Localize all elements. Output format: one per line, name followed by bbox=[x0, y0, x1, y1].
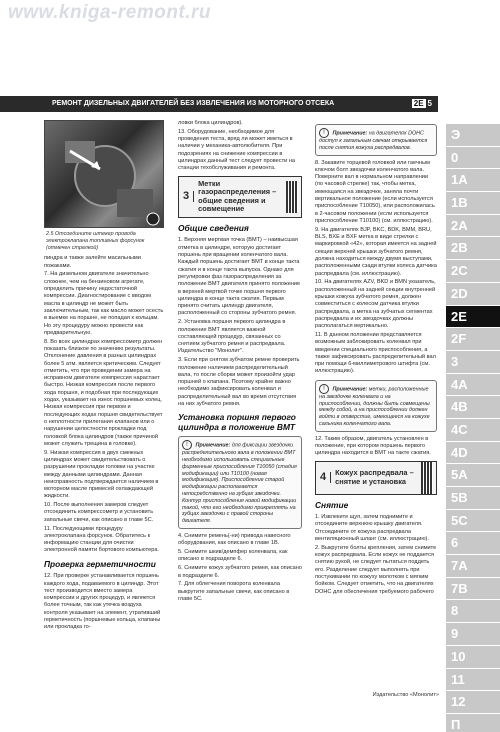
section-code: 2E bbox=[413, 99, 424, 108]
page-header bbox=[0, 96, 438, 112]
note-label: Примечание: bbox=[195, 442, 231, 449]
chapter-tab[interactable]: 2A bbox=[446, 215, 500, 237]
paragraph: 10. После выполнения замеров следует отсоединить компрессометр и установить запальные свечи, как описано в главе 5С. bbox=[44, 502, 154, 523]
chapter-tab[interactable]: 8 bbox=[446, 600, 500, 622]
chapter-tab[interactable]: 11 bbox=[446, 669, 500, 691]
note-text: на двигателях DOHC доступ к запальным свечам открывается после снятия кожуха распредвалов. bbox=[319, 130, 428, 151]
paragraph: ловки блока цилиндров). bbox=[178, 120, 243, 126]
chapter-tab[interactable]: 7A bbox=[446, 555, 500, 577]
paragraph: 12. При проверке устанавливается поршень каждого хода, подаваемого в цилиндр. Этот тест производится вместо замера компрессии и других процедур, и является более точным, так как утечка воздуха контроля указывает на элемент, утративший герметичность (поршневые кольца, клапаны или прокладка го- bbox=[44, 573, 161, 631]
section-title: Метки газораспределения – общие сведения и совмещение bbox=[198, 178, 277, 214]
section-title: Кожух распредвала – снятие и установка bbox=[335, 467, 414, 486]
note-text: для фиксации звездочки распределительного вала в положении ВМТ необходимо использовать специальные фирменные приспособления Т10050 (стадия модификации) или Т10100 (новая модификация). Приспособление старой модификации располагается непосредственно на зубцах звездочки. Контур приспособления новой модификации такой, что его необходимо прикреплять на зубцах звездочки с правой стороны двигателя. bbox=[182, 442, 297, 525]
subheading: Проверка герметичности bbox=[44, 558, 156, 569]
section-icon bbox=[421, 462, 433, 494]
note-box bbox=[178, 436, 302, 529]
chapter-tab[interactable]: 1A bbox=[446, 169, 500, 191]
chapter-tab[interactable]: 2B bbox=[446, 237, 500, 259]
paragraph: 4. Снимите ремень(-ни) привода навесного оборудования, как описано в главе 1В. bbox=[178, 533, 291, 547]
publisher-footer: Издательство «Монолит» bbox=[372, 692, 439, 698]
chapter-tab[interactable]: 6 bbox=[446, 532, 500, 554]
engine-photo bbox=[44, 120, 164, 228]
page-num: 5 bbox=[427, 99, 432, 108]
chapter-tab[interactable]: П bbox=[446, 714, 500, 732]
paragraph: 12. Таким образом, двигатель установлен в положение, при котором поршень первого цилиндра находится в ВМТ на такте сжатия. bbox=[315, 435, 431, 457]
page-number bbox=[412, 96, 432, 112]
paragraph: 9. На двигателях BJP, BKC, BDK, BMM, BRU, BLS, BXE и BXF метка в виде стрелки с маркировкой «42», которая имеется на задней секции верхней крышки зубчатого ремня, должна находиться между двумя выступами, расположенными сзади втулки колеса датчика распредвала (см. иллюстрацию). bbox=[315, 226, 437, 277]
chapter-tab[interactable]: 1B bbox=[446, 192, 500, 214]
paragraph: 1. Верхняя мертвая точка (ВМТ) – наивысшая отметка в цилиндре, которую достигает поршень при вращении коленчатого вала. Каждый поршень достигает ВМТ в конце такта сжатия и в конце такта выпуска. Однако для регулировки фаз газораспределения за положение ВМТ двигателя принято положение в верхней мертвой точке поршня первого цилиндра в конце такта сжатия. Первым принято считать цилиндр двигателя, расположенный со стороны зубчатого ремня. bbox=[178, 237, 301, 317]
chapter-tab[interactable]: 5B bbox=[446, 487, 500, 509]
paragraph: 2. Выкрутите болты крепления, затем снимите кожух распредвала. Если кожух не поддается снятию рукой, не следует пытаться поддеть его. Разделение следует выполнять при постукивании по кожуху молотком с мягким бойком. Следует отметить, что на двигателях DOHC для обеспечения требуемого рабочего bbox=[315, 544, 437, 595]
note-text: метки, расположенные на звездочке коленвала и на приспособлении, должны быть совмещены между собой, а на приспособлении должен войти в отверстие, имеющееся на кожухе сальника коленчатого вала. bbox=[319, 386, 430, 427]
note-icon: ! bbox=[319, 384, 329, 394]
chapter-tab[interactable]: 4D bbox=[446, 442, 500, 464]
figure-caption: 2.5 Отсоедините штекер провода электроклапана топливных форсунок (отмечен стрелкой) bbox=[46, 231, 145, 251]
chapter-tab[interactable]: 9 bbox=[446, 623, 500, 645]
subheading: Установка поршня первого цилиндра в положение ВМТ bbox=[178, 412, 296, 432]
section-box bbox=[315, 461, 437, 495]
chapter-tab[interactable]: 4A bbox=[446, 374, 500, 396]
paragraph: 10. На двигателях AZV, BKD и BMN указатель, расположенный на задней секции внутренней крышки кожуха зубчатого ремня, должен совместиться с колесом датчика втулки распредвала, а метка на зубчатых сегментах распредвала и их звездочках должны располагаться вертикально. bbox=[315, 279, 436, 330]
note-box bbox=[315, 124, 437, 156]
section-icon bbox=[286, 181, 298, 213]
chapter-tab[interactable]: 2C bbox=[446, 260, 500, 282]
header-title: РЕМОНТ ДИЗЕЛЬНЫХ ДВИГАТЕЛЕЙ БЕЗ ИЗВЛЕЧЕНИЯ ИЗ МОТОРНОГО ОТСЕКА bbox=[52, 100, 335, 107]
subheading: Снятие bbox=[315, 499, 349, 510]
paragraph: 8. Во всех цилиндрах компрессометр должен показать близкое по значению результаты. Отклонение давления в разных цилиндрах более 5 атм. является критическим. Следует отметить, что при проведении замера на исправном двигателе компрессия нарастает быстро. Низкая компрессия после первого хода поршня, и подобная при последующих ходах, указывает на износ поршневых колец. Низкая компрессия при первом и последующих ходах поршня свидетельствует о неплотности прилегания клапанов или о нарушении целостности прокладки под головкой блока цилиндров (также причиной может служить трещина в головке). bbox=[44, 338, 163, 447]
paragraph: 11. Последующими процедуру электроклапана форсунок. Обратитесь к информацию станции для очистки электронной памяти бортового компьютера. bbox=[44, 525, 160, 554]
paragraph: пиндра и также залейте масильными пожаками. bbox=[44, 255, 141, 269]
chapter-tab[interactable]: 2D bbox=[446, 283, 500, 305]
section-number: 3 bbox=[179, 191, 194, 202]
chapter-tab[interactable]: 2E bbox=[446, 306, 500, 328]
note-icon: ! bbox=[319, 128, 329, 138]
note-label: Примечание: bbox=[332, 386, 368, 393]
column-1 bbox=[44, 120, 164, 680]
paragraph: 6. Снимите кожух зубчатого ремня, как описано в подразделе 6. bbox=[178, 565, 302, 579]
chapter-tab[interactable]: 5A bbox=[446, 464, 500, 486]
chapter-tab[interactable]: 12 bbox=[446, 691, 500, 713]
note-box bbox=[315, 380, 437, 432]
chapter-tab[interactable]: 0 bbox=[446, 147, 500, 169]
chapter-tab[interactable]: 7B bbox=[446, 578, 500, 600]
paragraph: 5. Снимите шкив/демпфер коленвала, как описано в подразделе 6. bbox=[178, 549, 288, 563]
note-label: Примечание: bbox=[332, 130, 368, 137]
chapter-tab[interactable]: Э bbox=[446, 124, 500, 146]
section-number: 4 bbox=[316, 472, 331, 483]
paragraph: 2. Установка поршня первого цилиндра в положение ВМТ является важной составляющей процедур, связанных со снятием зубчатого ремня и распредвала. Издательство "Монолит". bbox=[178, 319, 286, 355]
watermark: www.kniga-remont.ru bbox=[8, 2, 212, 23]
paragraph: 7. На дизельном двигателе значительно сложнее, чем на бензиновом агрегате, определить причину недостаточной компрессии. Диагностирование с вводом масла в цилиндр не может быть заключительным, так как масло может осесть в выемке на поршне, не попадая к кольцам. Но эту процедуру можно провести как предварительную. bbox=[44, 271, 164, 336]
chapter-tab[interactable]: 2F bbox=[446, 328, 500, 350]
subheading: Общие сведения bbox=[178, 222, 249, 233]
chapter-tab[interactable]: 4B bbox=[446, 396, 500, 418]
chapter-tab[interactable]: 4C bbox=[446, 419, 500, 441]
paragraph: 3. Если при снятом зубчатом ремне проверить положение наличием распределительный вала, то после сборки может произойти удар поршней о клапана. Поэтому крайне важно необходимо зафиксировать коленвал и распределительный вал во время отсутствия на них зубчатого ремня. bbox=[178, 357, 300, 407]
chapter-tab[interactable]: 3 bbox=[446, 351, 500, 373]
column-3 bbox=[315, 120, 437, 680]
paragraph: 9. Низкая компрессия в двух смежных цилиндрах может свидетельствовать о разрушении прокладки головки на участке между данными цилиндрами. Данная неисправность подтверждается наличием в моторном масле примесей охлаждающей жидкости. bbox=[44, 449, 159, 500]
paragraph: 11. В данном положении представляется возможным заблокировать коленвал при введении специального приспособления, а также зафиксировать распределительный вал при помощи 6-миллиметрового штифта (см. иллюстрацию). bbox=[315, 331, 436, 375]
paragraph: 8. Закавите торцевой головкой или гаечным ключом болт звездочки коленчатого вала. Поверните вал в нормальном направлении (по часовой стрелке) так, чтобы метка, имеющаяся на звездочке, заняла почти вертикальное положение (если используется приспособление Т10050), или расположилась в 2-часовом положении (если используется приспособление Т10100) (см. иллюстрацию). bbox=[315, 159, 435, 224]
paragraph: 1. Извлеките щуп, затем поднимите и отсоедините верхнюю крышку двигателя. Отсоедините от кожуха распредвала вентиляционный шланг (см. иллюстрацию). bbox=[315, 514, 429, 542]
column-2 bbox=[178, 120, 302, 680]
paragraph: 13. Оборудование, необходимое для проведения теста, вряд ли может иметься в наличии у механика-автолюбителя. При подозрениях на снижение компрессии в цилиндрах данный тест следует провести на станции техобслуживания и ремонта. bbox=[178, 128, 296, 172]
note-icon: ! bbox=[182, 440, 192, 450]
chapter-tabs bbox=[446, 124, 500, 732]
section-box bbox=[178, 176, 302, 218]
paragraph: 7. Для облегчения поворота коленвала выкрутите запальные свечи, как описано в главе 5С. bbox=[178, 581, 290, 602]
chapter-tab[interactable]: 5C bbox=[446, 510, 500, 532]
chapter-tab[interactable]: 10 bbox=[446, 646, 500, 668]
